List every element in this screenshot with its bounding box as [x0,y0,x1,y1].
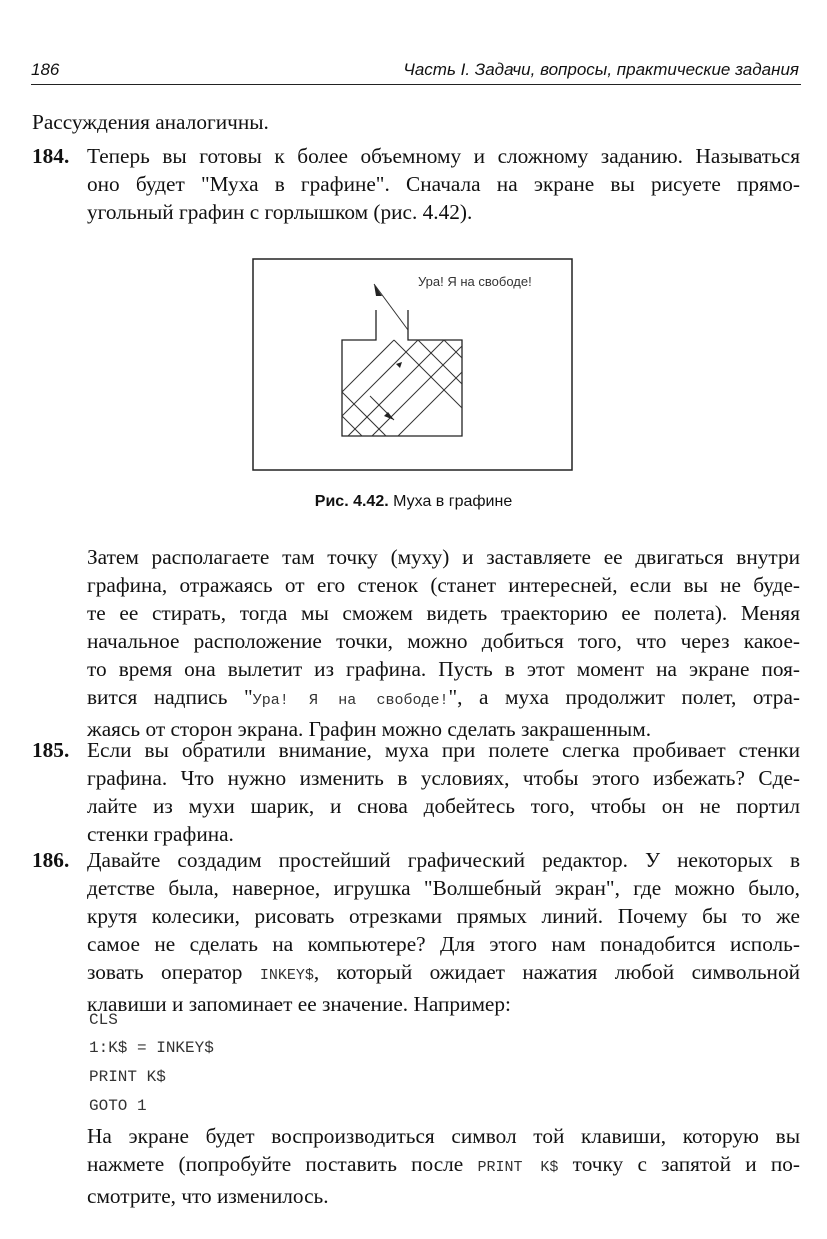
inline-code: Ура! Я на свободе! [252,692,449,709]
code-line: CLS [89,1011,118,1029]
intro-paragraph: Рассуждения аналогичны. [32,110,269,134]
code-line: GOTO 1 [89,1097,147,1115]
screen-frame [253,259,572,470]
inline-code: INKEY$ [259,967,314,984]
problem-184-text: Теперь вы готовы к более объемному и сложному заданию. Называться оно будет "Муха в графине". Сначала на экране вы рисуете прямо- угольный графин с горлышком (рис. 4.42). [87,144,800,224]
page-header [31,58,801,85]
code-line: 1:K$ = INKEY$ [89,1039,214,1057]
figure-caption [0,493,827,511]
figure-label: Ура! Я на свободе! [418,274,532,289]
caption-number: Рис. 4.42. [314,493,389,510]
problem-185-text: Если вы обратили внимание, муха при полете слегка пробивает стенки графина. Что нужно изменить в условиях, чтобы этого избежать? Сде- лайте из мухи шарик, и снова добейтесь того, чтобы он не портил стенки графина. [87,738,800,846]
problem-number: 184. [32,144,70,168]
caption-text: Муха в графине [393,493,513,510]
problem-number: 185. [32,738,70,762]
running-title: Часть I. Задачи, вопросы, практические задания [403,60,799,79]
final-paragraph: На экране будет воспроизводиться символ той клавиши, которую вы нажмете (попробуйте поставить после PRINT K$ точку с запятой и по- смотрите, что изменилось. [87,1124,800,1208]
decanter-figure [252,258,574,472]
continuation-paragraph: Затем располагаете там точку (муху) и заставляете ее двигаться внутри графина, отражаясь от его стенок (станет интересней, если вы не буде- те ее стирать, тогда мы сможем видеть траекторию ее полета). Меняя начальное расположение точки, можно добиться того, что через какое- то время она вылетит из графина. Пусть в этот момент на экране поя- вится надпись "Ура! Я на свободе!", а муха продолжит полет, отра- жаясь от сторон экрана. Графин можно сделать закрашенным. [87,545,801,741]
problem-number: 186. [32,848,70,872]
page-number: 186 [31,60,60,79]
code-line: PRINT K$ [89,1068,166,1086]
inline-code: PRINT K$ [477,1159,559,1176]
problem-186-text: Давайте создадим простейший графический редактор. У некоторых в детстве была, наверное, игрушка "Волшебный экран", где можно было, крутя колесики, рисовать отрезками прямых линий. Почему бы то же самое не сделать на компьютере? Для этого нам понадобится исполь- зовать оператор INKEY$, который ожидает нажатия любой символьной клавиши и запоминает ее значение. Например: [87,848,800,1016]
